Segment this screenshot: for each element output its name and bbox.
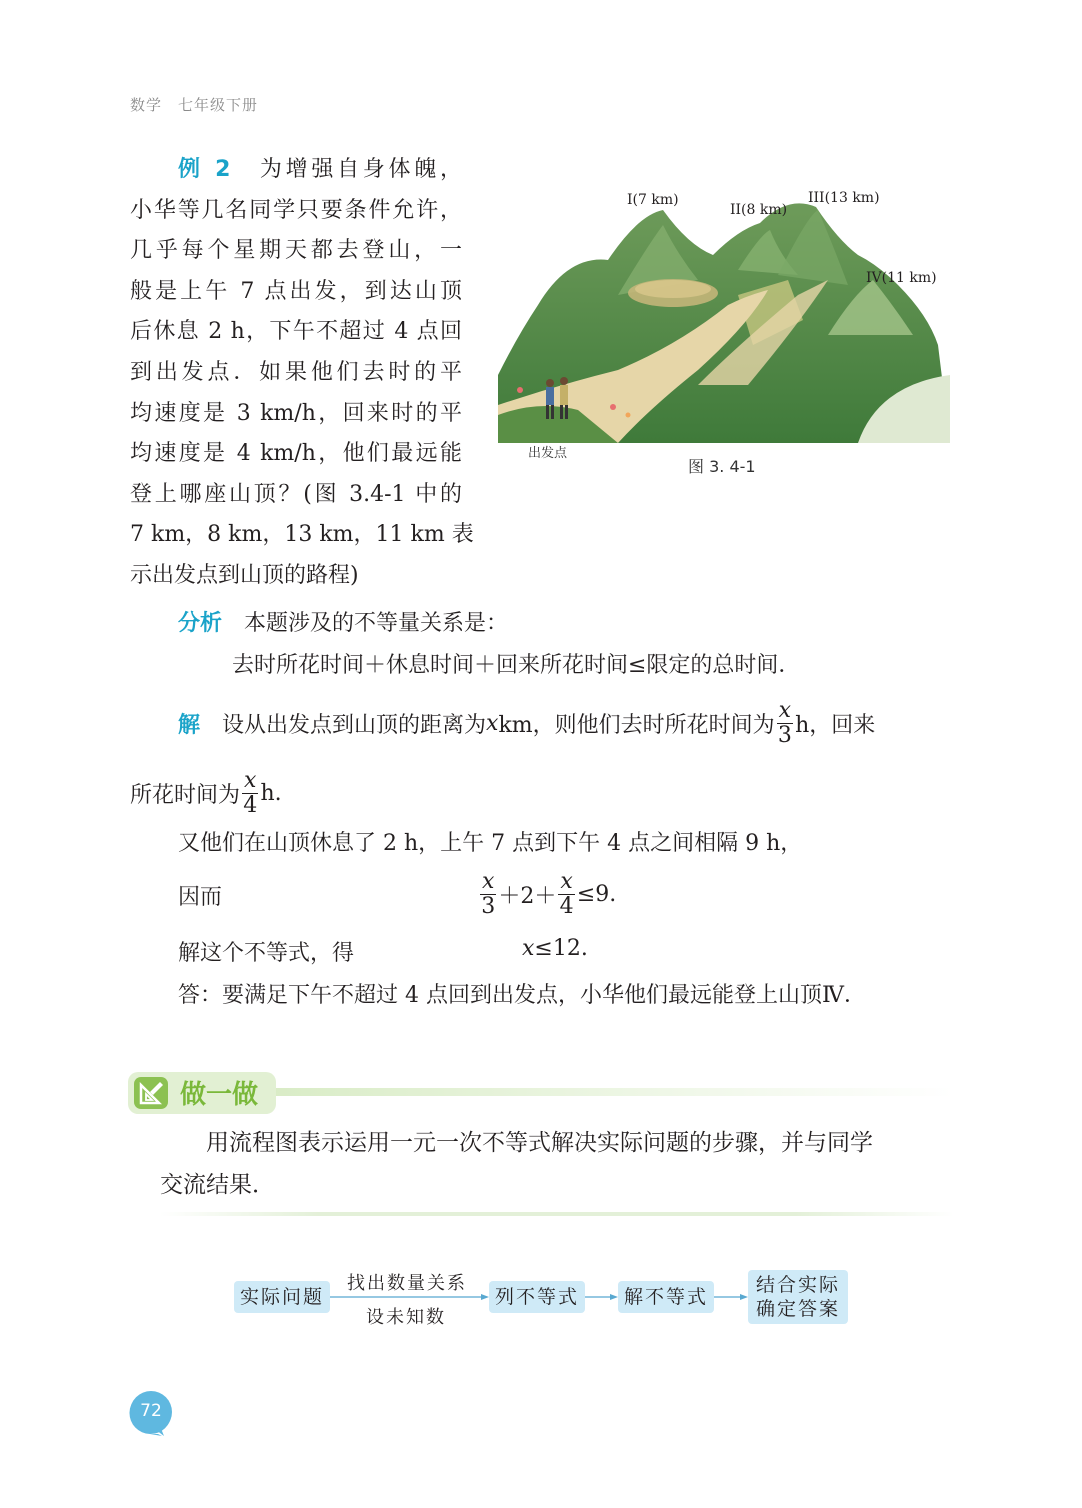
running-head: 数学 七年级下册 [130,96,259,114]
example-line-5: 到出发点．如果他们去时的平 [130,359,462,385]
example-line-6: 均速度是 3 km/h，回来时的平 [130,400,462,426]
mountain-illustration [498,185,950,443]
solve-result: x≤12. [522,936,588,961]
flow-arrows [0,1290,1082,1304]
example-line-0: 例 2 为增强自身体魄， [178,157,462,182]
solution-label: 解 [178,712,201,738]
analysis-relation: 去时所花时间＋休息时间＋回来所花时间≤限定的总时间． [232,653,801,678]
therefore-label: 因而 [178,885,223,910]
example-text [130,150,474,597]
example-line-10: 示出发点到山顶的路程) [130,562,359,588]
example-line-2: 几乎每个星期天都去登山，一 [130,238,462,264]
flow-box-solve-inequality: 解不等式 [618,1281,714,1313]
analysis-text: 本题涉及的不等量关系是： [244,611,509,636]
inequality: $\frac{x}{3}$ ＋2＋ $\frac{x}{4}$ ≤9. [481,869,617,919]
flow-label-relation: 找出数量关系 [347,1273,467,1294]
try-it-line-2: 交流结果． [160,1172,275,1198]
try-it-title: 做一做 [180,1080,259,1110]
flow-label-variable: 设未知数 [366,1307,446,1328]
example-line-1: 小华等几名同学只要条件允许， [130,197,462,223]
ruler-pencil-icon [138,1080,164,1106]
solution-line-3: 又他们在山顶休息了 2 h，上午 7 点到下午 4 点之间相隔 9 h， [178,831,803,856]
example-line-4: 后休息 2 h，下午不超过 4 点回 [130,319,462,345]
example-label: 例 2 [178,157,231,182]
peak-label-2: II(8 km) [730,202,788,218]
analysis-line [178,606,508,637]
analysis-label: 分析 [178,611,223,636]
solve-text: 解这个不等式，得 [178,941,355,966]
fraction-x-over-4: $\frac{x}{4}$ [243,768,258,818]
example-line-8: 登上哪座山顶？(图 3.4-1 中的 [130,481,462,507]
try-it-divider [160,1212,954,1216]
figure-caption: 图 3. 4-1 [688,457,756,476]
peak-label-3: III(13 km) [808,190,880,206]
example-line-7: 均速度是 4 km/h，他们最远能 [130,441,462,467]
start-point-label: 出发点 [528,446,568,461]
try-it-header-bar [270,1088,954,1096]
page-number: 72 [140,1401,162,1421]
fraction-x-over-3: $\frac{x}{3}$ [777,698,792,748]
try-it-line-1: 用流程图表示运用一元一次不等式解决实际问题的步骤，并与同学 [206,1130,873,1156]
peak-label-1: I(7 km) [627,192,679,208]
example-line-3: 般是上午 7 点出发，到达山顶 [130,278,462,304]
solution-line-1: 解 设从出发点到山顶的距离为 x km，则他们去时所花时间为 $\frac{x}{3}$ h，回来 [178,698,876,748]
example-line-9: 7 km，8 km，13 km，11 km 表 [130,522,474,548]
flow-box-write-inequality: 列不等式 [489,1281,585,1313]
peak-label-4: IV(11 km) [866,270,937,286]
flow-box-problem: 实际问题 [234,1281,330,1313]
flow-box-answer: 结合实际 确定答案 [748,1270,848,1324]
solution-line-2: 所花时间为 $\frac{x}{4}$ h. [130,768,282,818]
answer-text: 答：要满足下午不超过 4 点回到出发点，小华他们最远能登上山顶Ⅳ． [178,983,866,1008]
